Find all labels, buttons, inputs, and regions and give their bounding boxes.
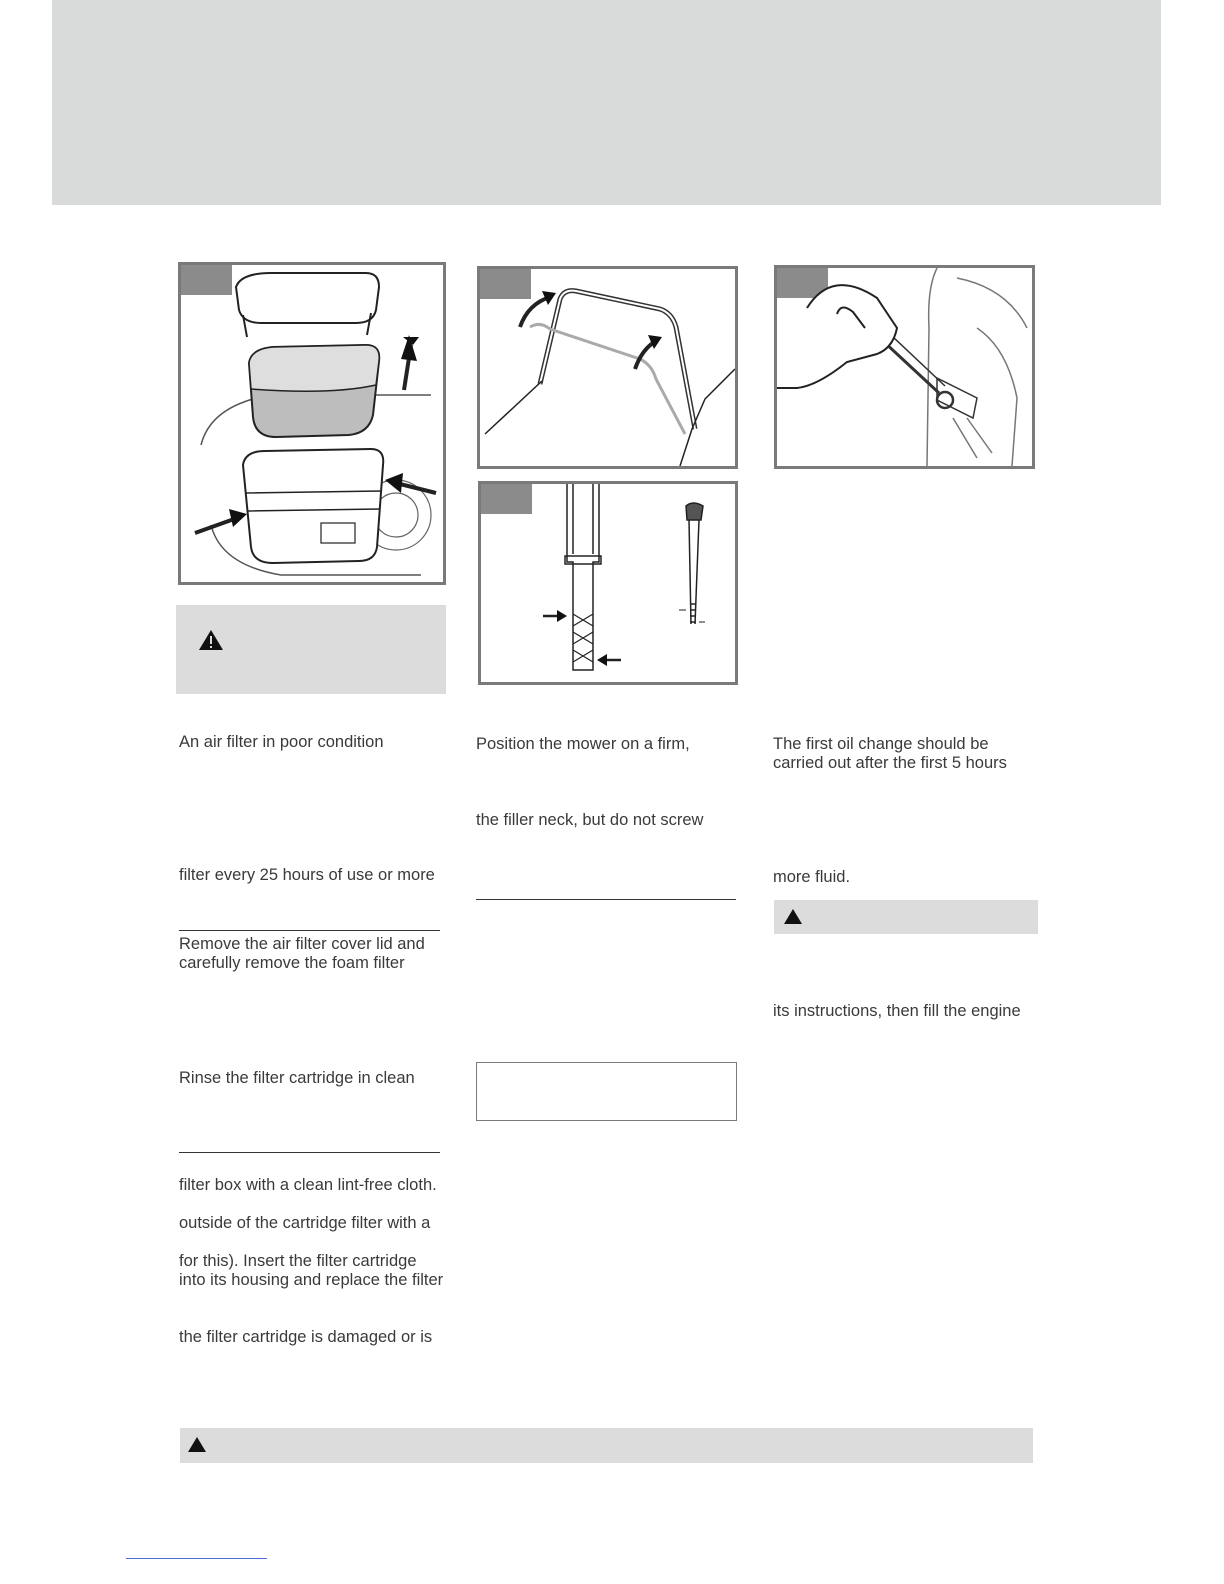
handle-fold-icon [480,269,735,466]
clean-box-text: filter box with a clean lint-free cloth. [179,1176,437,1194]
header-band [52,0,1161,205]
air-filter-exploded-icon [181,265,443,582]
insert-filter-line2: into its housing and replace the filter [179,1271,444,1289]
rinse-filter-text: Rinse the filter cartridge in clean [179,1069,415,1087]
air-filter-figure [178,262,446,585]
filler-neck-text: the filler neck, but do not screw [476,811,704,829]
bottom-warning-bar [180,1428,1033,1463]
oil-fill-hand-icon [777,268,1032,466]
dipstick-figure [478,481,738,685]
remove-filter-line2: carefully remove the foam filter [179,954,405,972]
handle-figure [477,266,738,469]
more-fluid-text: more fluid. [773,868,851,886]
dipstick-level-icon [481,484,735,682]
section-divider [476,899,736,900]
warning-triangle-icon [187,1436,207,1453]
note-box [476,1062,737,1121]
fill-engine-text: its instructions, then fill the engine [773,1002,1021,1020]
air-filter-interval-text: filter every 25 hours of use or more [179,866,435,884]
position-mower-text: Position the mower on a firm, [476,735,690,753]
cartridge-outside-text: outside of the cartridge filter with a [179,1214,431,1232]
insert-filter-line1: for this). Insert the filter cartridge [179,1252,417,1270]
remove-filter-line1: Remove the air filter cover lid and [179,935,425,953]
warning-triangle-icon [783,908,803,925]
section-divider [179,1152,440,1153]
air-filter-intro-text: An air filter in poor condition [179,733,384,751]
footer-link-underline[interactable] [126,1558,267,1559]
warning-box [176,605,446,694]
oil-fill-figure [774,265,1035,469]
first-oil-change-line1: The first oil change should be [773,735,989,753]
warning-triangle-icon [198,629,224,651]
first-oil-change-line2: carried out after the first 5 hours [773,754,1007,772]
warning-bar [774,900,1038,934]
damaged-filter-text: the filter cartridge is damaged or is [179,1328,433,1346]
section-divider [179,930,440,931]
